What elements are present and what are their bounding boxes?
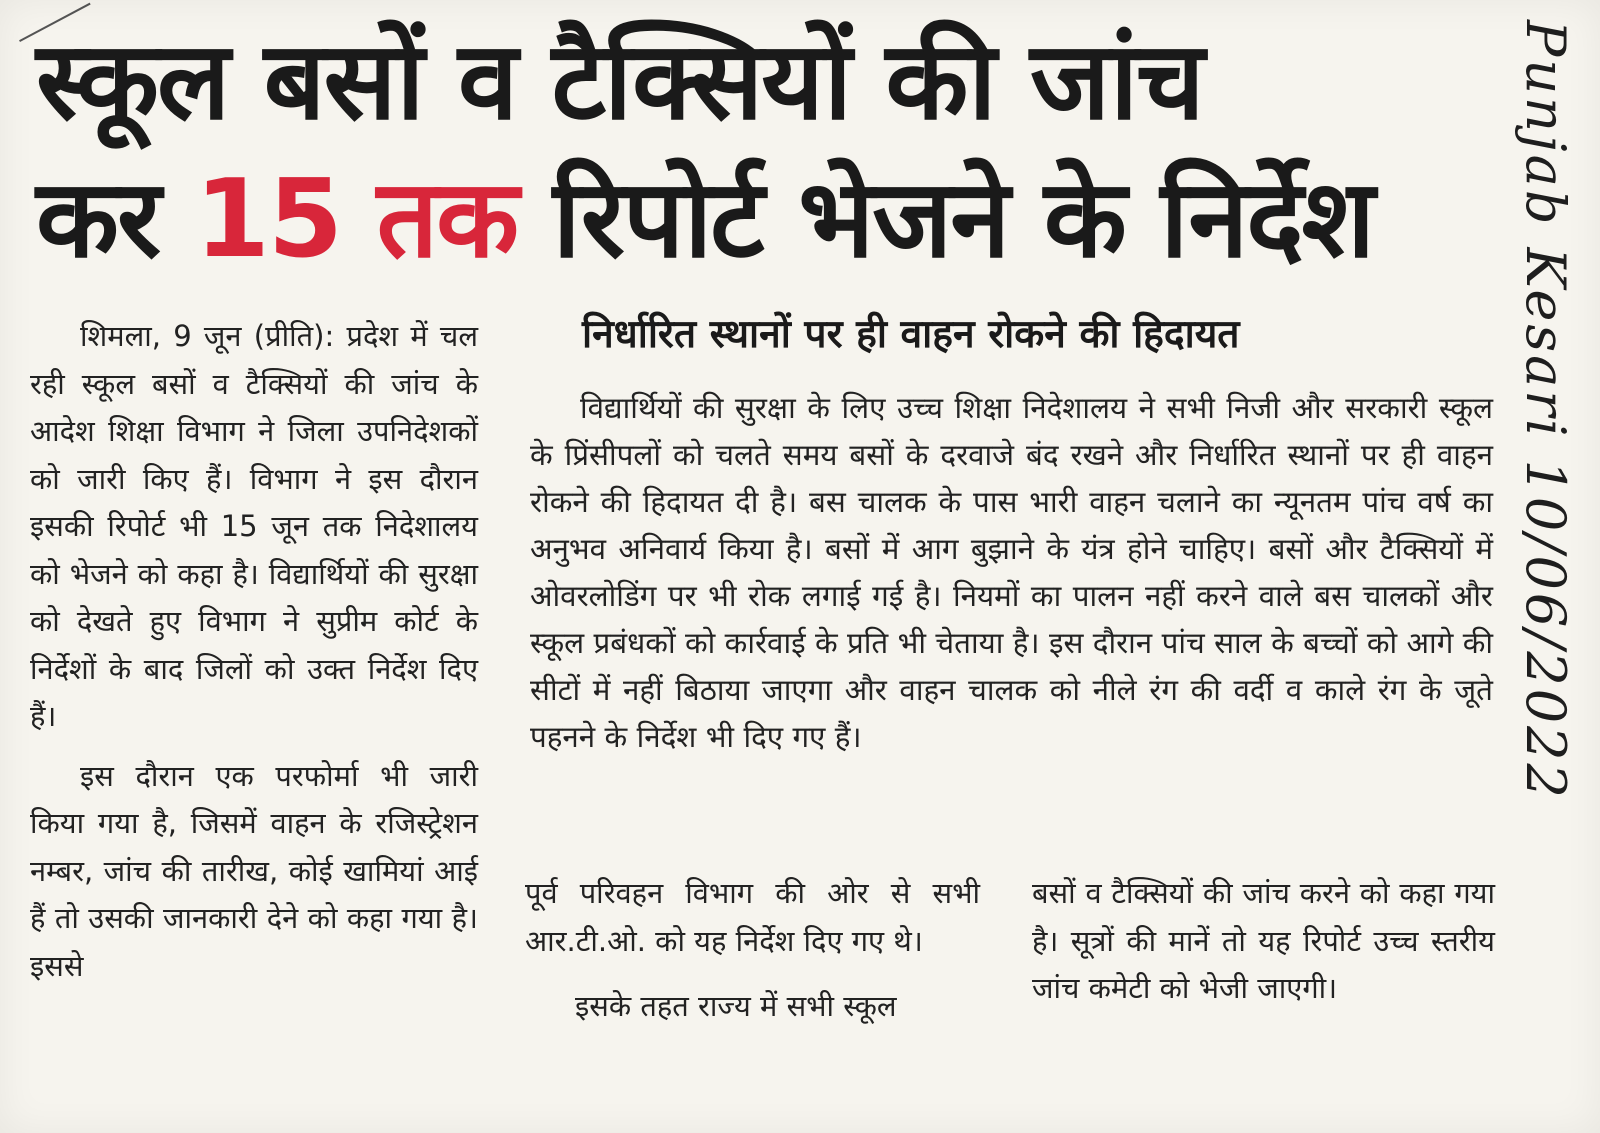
main-column-paragraph: विद्यार्थियों की सुरक्षा के लिए उच्च शिक्षा निदेशालय ने सभी निजी और सरकारी स्कूल के प्रिंसीपलों को चलते समय बसों के दरवाजे बंद रखने और निर्धारित स्थानों पर ही वाहन रोकने की हिदायत दी है। बस चालक के पास भारी वाहन चलाने का न्यूनतम पांच वर्ष का अनुभव अनिवार्य किया है। बसों में आग बुझाने के यंत्र होने चाहिए। बसों और टैक्सियों में ओवरलोडिंग पर भी रोक लगाई गई है। नियमों का पालन नहीं करने वाले बस चालकों और स्कूल प्रबंधकों को कार्रवाई के प्रति भी चेताया है। इस दौरान पांच साल के बच्चों को आगे की सीटों में नहीं बिठाया जाएगा और वाहन चालक को नीले रंग की वर्दी व काले रंग के जूते पहनने के निर्देश भी दिए गए हैं। [530,391,1493,754]
subheadline: निर्धारित स्थानों पर ही वाहन रोकने की हिदायत [582,312,1240,357]
headline-line-2 [36,157,1516,282]
headline-line-1-text: स्कूल बसों व टैक्सियों की जांच [36,19,1203,144]
headline-line-1 [36,19,1516,144]
left-article-column [30,313,478,990]
left-column-paragraph-2: इस दौरान एक परफोर्मा भी जारी किया गया है, जिसमें वाहन के रजिस्ट्रेशन नम्बर, जांच की तारीख, कोई खामियां आई हैं तो उसकी जानकारी देने को कहा गया है। इससे [30,758,478,983]
bottom-left-paragraph-1: पूर्व परिवहन विभाग की ओर से सभी आर.टी.ओ. को यह निर्देश दिए गए थे। [525,876,980,958]
bottom-left-article-column [525,870,980,1031]
bottom-right-paragraph: बसों व टैक्सियों की जांच करने को कहा गया है। सूत्रों की मानें तो यह रिपोर्ट उच्च स्तरीय जांच कमेटी को भेजी जाएगी। [1032,876,1495,1005]
headline-line-2-pre: कर [36,157,195,282]
handwritten-source-date-note: Punjab Kesari 10/06/2022 [1514,20,1577,801]
bottom-left-paragraph-2: इसके तहत राज्य में सभी स्कूल [575,989,897,1023]
headline-highlight-date: 15 तक [194,157,518,282]
bottom-right-article-column [1032,870,1495,1013]
main-article-column [530,385,1493,761]
left-column-paragraph-1: शिमला, 9 जून (प्रीति): प्रदेश में चल रही स्कूल बसों व टैक्सियों की जांच के आदेश शिक्षा विभाग ने जिला उपनिदेशकों को जारी किए हैं। विभाग ने इस दौरान इसकी रिपोर्ट भी 15 जून तक निदेशालय को भेजने को कहा है। विद्यार्थियों की सुरक्षा को देखते हुए विभाग ने सुप्रीम कोर्ट के निर्देशों के बाद जिलों को उक्त निर्देश दिए हैं। [30,319,478,733]
headline-line-2-post: रिपोर्ट भेजने के निर्देश [517,157,1374,282]
